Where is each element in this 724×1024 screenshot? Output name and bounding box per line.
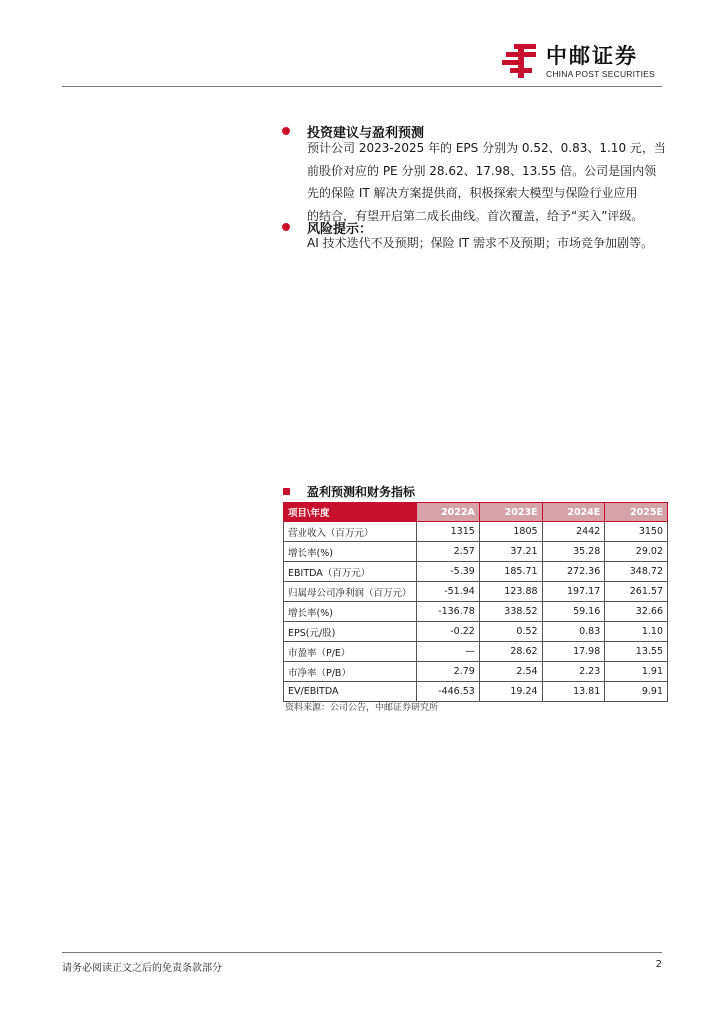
table-source-note: 资料来源：公司公告，中邮证券研究所 <box>285 703 439 713</box>
table-row <box>284 522 668 542</box>
row-label: 营业收入（百万元） <box>284 522 417 542</box>
table-row <box>284 542 668 562</box>
cell-value: 13.81 <box>542 682 605 702</box>
header-year: 2023E <box>479 503 542 522</box>
paragraph-line: AI 技术迭代不及预期；保险 IT 需求不及预期；市场竞争加剧等。 <box>307 236 654 250</box>
cell-value: 9.91 <box>605 682 668 702</box>
cell-value: 35.28 <box>542 542 605 562</box>
row-label: 归属母公司净利润（百万元） <box>284 582 417 602</box>
row-label: 市盈率（P/E） <box>284 642 417 662</box>
cell-value: 37.21 <box>479 542 542 562</box>
paragraph-line: 前股价对应的 PE 分别 28.62、17.98、13.55 倍。公司是国内领 <box>307 163 657 178</box>
cell-value: 185.71 <box>479 562 542 582</box>
table-row <box>284 662 668 682</box>
cell-value: 17.98 <box>542 642 605 662</box>
page-header <box>62 0 662 87</box>
cell-value: 19.24 <box>479 682 542 702</box>
cell-value: 2.54 <box>479 662 542 682</box>
page-footer <box>62 952 662 974</box>
bullet-icon <box>282 127 290 135</box>
risk-title: 风险提示： <box>307 222 373 237</box>
cell-value: 2.79 <box>416 662 479 682</box>
cell-value: 3150 <box>605 522 668 542</box>
bullet-icon <box>282 223 290 231</box>
cell-value: 123.88 <box>479 582 542 602</box>
row-label: 市净率（P/B） <box>284 662 417 682</box>
risk-paragraph <box>307 232 669 255</box>
page-number: 2 <box>655 959 662 970</box>
financial-forecast-table <box>283 502 668 702</box>
row-label: EBITDA（百万元） <box>284 562 417 582</box>
cell-value: 28.62 <box>479 642 542 662</box>
logo-chinese-name: 中邮证券 <box>546 44 638 68</box>
table-row <box>284 562 668 582</box>
cell-value: -0.22 <box>416 622 479 642</box>
cell-value: 261.57 <box>605 582 668 602</box>
row-label: 增长率(%) <box>284 602 417 622</box>
cell-value: 32.66 <box>605 602 668 622</box>
cell-value: 1.91 <box>605 662 668 682</box>
row-label: EV/EBITDA <box>284 682 417 702</box>
paragraph-line: 预计公司 2023-2025 年的 EPS 分别为 0.52、0.83、1.10 元，当 <box>307 141 666 155</box>
cell-value: 338.52 <box>479 602 542 622</box>
square-bullet-icon <box>283 488 290 495</box>
cell-value: 2442 <box>542 522 605 542</box>
table-title: 盈利预测和财务指标 <box>307 485 416 499</box>
cell-value: 197.17 <box>542 582 605 602</box>
cell-value: 13.55 <box>605 642 668 662</box>
cell-value: 1805 <box>479 522 542 542</box>
investment-title: 投资建议与盈利预测 <box>307 126 425 141</box>
table-row <box>284 582 668 602</box>
cell-value: 272.36 <box>542 562 605 582</box>
header-year: 2022A <box>416 503 479 522</box>
investment-paragraph <box>307 137 669 227</box>
table-row <box>284 642 668 662</box>
paragraph-line: 先的保险 IT 解决方案提供商，积极探索大模型与保险行业应用 <box>307 186 638 200</box>
header-year: 2025E <box>605 503 668 522</box>
cell-value: 1315 <box>416 522 479 542</box>
table-row <box>284 682 668 702</box>
cell-value: 0.83 <box>542 622 605 642</box>
cell-value: -136.78 <box>416 602 479 622</box>
paragraph-line: 的结合，有望开启第二成长曲线。首次覆盖，给予“买入”评级。 <box>307 208 644 223</box>
cell-value: 348.72 <box>605 562 668 582</box>
row-label: EPS(元/股) <box>284 622 417 642</box>
cell-value: -446.53 <box>416 682 479 702</box>
table-row <box>284 622 668 642</box>
cell-value: — <box>416 642 479 662</box>
table-row <box>284 602 668 622</box>
header-year: 2024E <box>542 503 605 522</box>
china-post-logo-icon <box>502 42 540 80</box>
row-label: 增长率(%) <box>284 542 417 562</box>
header-label: 项目\年度 <box>284 503 417 522</box>
cell-value: 59.16 <box>542 602 605 622</box>
logo-english-name: CHINA POST SECURITIES <box>546 69 655 79</box>
cell-value: 2.57 <box>416 542 479 562</box>
table-header-row <box>284 503 668 522</box>
cell-value: -5.39 <box>416 562 479 582</box>
cell-value: 29.02 <box>605 542 668 562</box>
cell-value: 2.23 <box>542 662 605 682</box>
cell-value: 0.52 <box>479 622 542 642</box>
company-logo <box>502 42 662 82</box>
cell-value: -51.94 <box>416 582 479 602</box>
disclaimer-note: 请务必阅读正文之后的免责条款部分 <box>62 963 222 974</box>
cell-value: 1.10 <box>605 622 668 642</box>
